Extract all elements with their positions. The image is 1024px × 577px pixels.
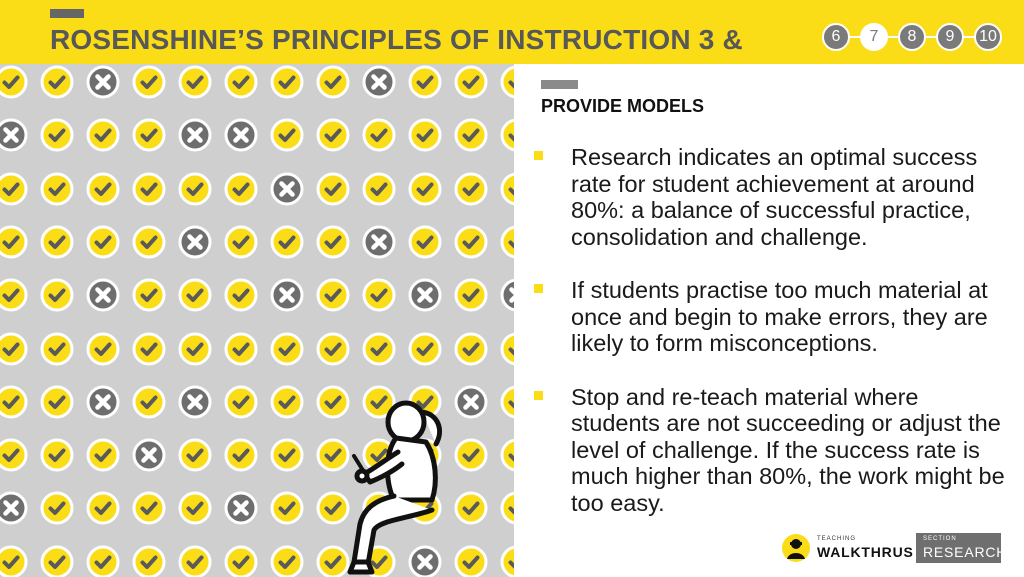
check-icon <box>499 64 514 100</box>
check-icon <box>85 117 121 153</box>
check-icon <box>315 117 351 153</box>
cross-icon <box>177 117 213 153</box>
cross-icon <box>269 171 305 207</box>
check-icon <box>361 277 397 313</box>
check-icon <box>131 331 167 367</box>
cross-icon <box>0 490 29 526</box>
check-icon <box>39 544 75 577</box>
check-icon <box>269 544 305 577</box>
header-banner <box>0 0 1024 64</box>
section-subtitle: PROVIDE MODELS <box>541 96 705 116</box>
cross-icon <box>361 224 397 260</box>
bullet-list <box>531 144 1006 543</box>
check-icon <box>131 277 167 313</box>
page-dot-9[interactable]: 9 <box>936 23 964 51</box>
check-icon <box>131 544 167 577</box>
check-icon <box>39 224 75 260</box>
check-icon <box>85 171 121 207</box>
bullet-square-icon <box>534 391 543 400</box>
check-icon <box>131 171 167 207</box>
check-icon <box>269 331 305 367</box>
bullet-text: If students practise too much material at once and begin to make errors, they are likely to form misconceptions. <box>571 277 988 356</box>
brand-logo-block <box>781 533 916 563</box>
check-icon <box>177 277 213 313</box>
check-icon <box>499 437 514 473</box>
check-icon <box>269 490 305 526</box>
check-icon <box>223 277 259 313</box>
check-icon <box>0 544 29 577</box>
check-icon <box>453 224 489 260</box>
cross-icon <box>407 277 443 313</box>
bullet-item <box>531 144 1006 250</box>
cross-icon <box>0 117 29 153</box>
check-icon <box>315 171 351 207</box>
check-icon <box>315 64 351 100</box>
bullet-square-icon <box>534 151 543 160</box>
check-icon <box>407 64 443 100</box>
check-icon <box>39 117 75 153</box>
check-icon <box>499 117 514 153</box>
check-icon <box>131 117 167 153</box>
check-icon <box>39 331 75 367</box>
section-name: RESEARCH <box>923 544 1008 560</box>
check-icon <box>453 277 489 313</box>
check-icon <box>453 64 489 100</box>
student-writing-figure <box>340 392 470 577</box>
cross-icon <box>85 64 121 100</box>
cross-icon <box>223 117 259 153</box>
check-icon <box>361 171 397 207</box>
check-icon <box>0 64 29 100</box>
check-icon <box>453 331 489 367</box>
cross-icon <box>177 224 213 260</box>
brand-badge <box>781 533 1008 563</box>
check-icon <box>269 437 305 473</box>
check-icon <box>499 490 514 526</box>
check-icon <box>177 64 213 100</box>
page-dot-8[interactable]: 8 <box>898 23 926 51</box>
check-icon <box>361 331 397 367</box>
check-icon <box>177 544 213 577</box>
brand-small-text: TEACHING <box>817 536 857 542</box>
check-icon <box>407 171 443 207</box>
cross-icon <box>131 437 167 473</box>
cross-icon <box>223 490 259 526</box>
bullet-item <box>531 384 1006 517</box>
page-title: ROSENSHINE’S PRINCIPLES OF INSTRUCTION 3 & <box>50 24 743 55</box>
check-icon <box>39 490 75 526</box>
check-icon <box>39 171 75 207</box>
check-icon <box>269 64 305 100</box>
check-icon <box>177 490 213 526</box>
check-icon <box>269 224 305 260</box>
check-icon <box>0 171 29 207</box>
check-icon <box>39 64 75 100</box>
check-icon <box>85 224 121 260</box>
check-icon <box>499 331 514 367</box>
check-icon <box>223 171 259 207</box>
section-label-block <box>916 533 1008 563</box>
check-icon <box>407 224 443 260</box>
check-icon <box>0 224 29 260</box>
section-small-text: SECTION <box>923 536 957 542</box>
check-icon <box>223 544 259 577</box>
check-icon <box>407 331 443 367</box>
check-icon <box>453 171 489 207</box>
check-icon <box>361 117 397 153</box>
check-icon <box>499 224 514 260</box>
page-dot-6[interactable]: 6 <box>822 23 850 51</box>
check-icon <box>177 331 213 367</box>
check-icon <box>85 490 121 526</box>
page-dot-7[interactable]: 7 <box>860 23 888 51</box>
check-icon <box>131 490 167 526</box>
check-icon <box>315 224 351 260</box>
check-icon <box>453 117 489 153</box>
check-icon <box>0 331 29 367</box>
check-icon <box>39 277 75 313</box>
check-icon <box>269 117 305 153</box>
check-icon <box>85 437 121 473</box>
check-icon <box>223 331 259 367</box>
section-accent-bar <box>541 80 578 89</box>
header-accent-bar <box>50 9 84 18</box>
walkthrus-logo-icon <box>781 533 811 563</box>
check-icon <box>85 331 121 367</box>
check-icon <box>499 544 514 577</box>
cross-icon <box>85 384 121 420</box>
check-icon <box>131 384 167 420</box>
check-icon <box>407 117 443 153</box>
bullet-text: Research indicates an optimal success rate for student achievement at around 80%: a balance of successful practice, consolidation and challenge. <box>571 144 978 250</box>
check-icon <box>39 384 75 420</box>
check-icon <box>177 437 213 473</box>
bullet-item <box>531 277 1006 357</box>
cross-icon <box>85 277 121 313</box>
brand-name: WALKTHRUS <box>817 544 914 560</box>
bullet-square-icon <box>534 284 543 293</box>
check-icon <box>223 384 259 420</box>
cross-icon <box>361 64 397 100</box>
check-icon <box>223 437 259 473</box>
check-icon <box>0 437 29 473</box>
check-icon <box>39 437 75 473</box>
page-dot-10[interactable]: 10 <box>974 23 1002 51</box>
cross-icon <box>499 277 514 313</box>
check-icon <box>223 64 259 100</box>
check-icon <box>131 64 167 100</box>
check-icon <box>131 224 167 260</box>
bullet-text: Stop and re-teach material where students are not succeeding or adjust the level of challenge. If the success rate is much higher than 80%, the work might be too easy. <box>571 383 1005 516</box>
check-icon <box>177 171 213 207</box>
check-icon <box>499 171 514 207</box>
check-icon <box>223 224 259 260</box>
check-icon <box>0 384 29 420</box>
cross-icon <box>269 277 305 313</box>
check-icon <box>315 277 351 313</box>
check-icon <box>315 331 351 367</box>
check-icon <box>499 384 514 420</box>
check-icon <box>269 384 305 420</box>
cross-icon <box>177 384 213 420</box>
check-icon <box>85 544 121 577</box>
check-icon <box>0 277 29 313</box>
